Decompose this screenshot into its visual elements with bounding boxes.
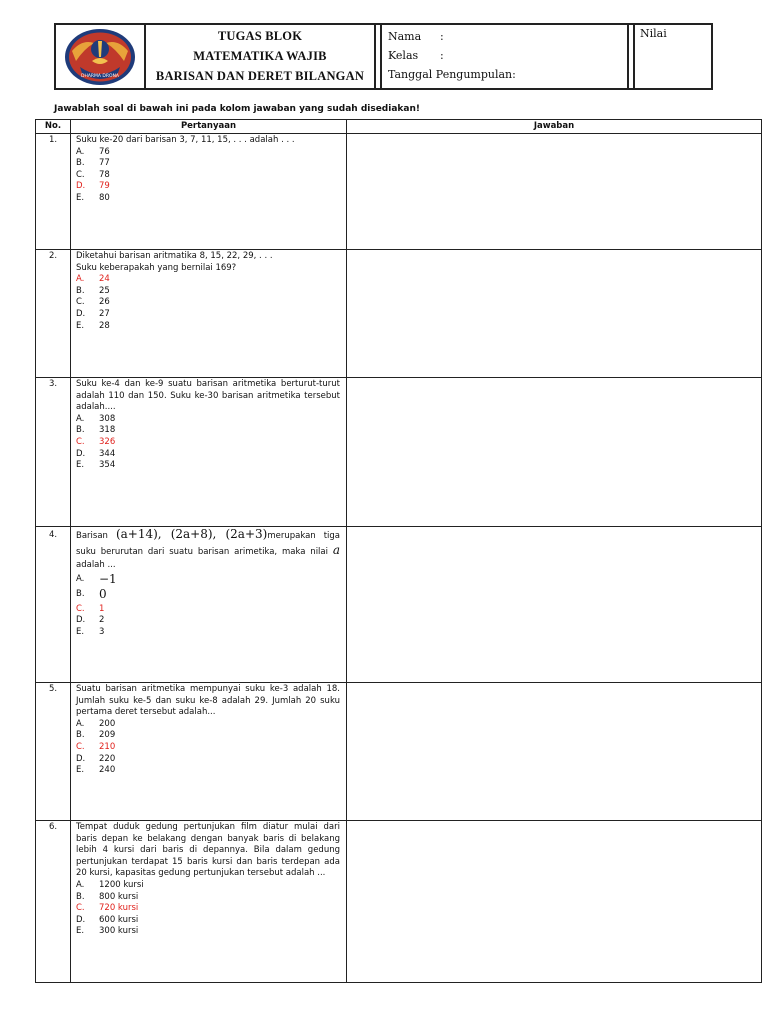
answer-cell-5[interactable] [347,683,761,820]
question-4 [76,528,340,637]
answer-cell-4[interactable] [347,527,761,682]
submission-date-field[interactable]: Tanggal Pengumpulan: [388,68,516,81]
option-correct: A. 24 [76,274,110,285]
option: D. 2 [76,615,105,626]
question-2 [76,251,340,332]
option: D. 220 [76,753,116,764]
option: E. 300 kursi [76,926,139,937]
option: D. 27 [76,308,110,319]
option-correct: C. 720 kursi [76,903,139,914]
options-list [76,719,340,777]
question-text: Suku ke-4 dan ke-9 suatu barisan aritmetika berturut-turut adalah 110 dan 150. Suku ke-30 barisan aritmetika tersebut adalah.... [76,379,340,413]
math-expression: (a+14), (2a+8), (2a+3) [115,527,268,541]
options-list [76,573,340,638]
option: D. 344 [76,448,116,459]
option: B. 25 [76,285,110,296]
question-number: 4. [48,530,58,540]
svg-text:DHARMA DRONA: DHARMA DRONA [80,73,120,79]
answer-cell-2[interactable] [347,250,761,377]
column-header-question: Pertanyaan [180,121,237,131]
option: A. 1200 kursi [76,879,144,890]
student-info [380,25,629,88]
option: A. 308 [76,413,116,424]
answer-cell-6[interactable] [347,821,761,982]
answer-cell-3[interactable] [347,378,761,526]
option-correct: C. 210 [76,741,116,752]
question-number: 3. [48,379,58,389]
option: B. 800 kursi [76,891,139,902]
option: B. 209 [76,730,116,741]
option: B. 0 [76,587,107,602]
option: A. 200 [76,718,116,729]
option-correct: D. 79 [76,181,110,192]
option: A. −1 [76,572,117,587]
options-list [76,880,340,938]
math-variable: a [332,542,340,557]
question-text-line-2: Suku keberapakah yang bernilai 169? [76,262,237,273]
school-logo [56,25,146,88]
option-correct: C. 1 [76,603,105,614]
title-line-3: BARISAN DAN DERET BILANGAN [155,68,365,83]
question-number: 6. [48,822,58,832]
column-header-no: No. [44,121,62,131]
question-text: Suatu barisan aritmetika mempunyai suku ke-3 adalah 18. Jumlah suku ke-5 dan suku ke-8 adalah 29. Jumlah 20 suku pertama deret tersebut adalah... [76,684,340,718]
option: A. 76 [76,146,110,157]
option: B. 77 [76,158,110,169]
options-list [76,274,340,332]
question-number: 5. [48,684,58,694]
option: C. 78 [76,169,110,180]
option: C. 26 [76,297,110,308]
header-table [54,23,713,90]
option: E. 354 [76,460,116,471]
title-line-2: MATEMATIKA WAJIB [193,48,327,63]
option: E. 28 [76,320,110,331]
question-text: Barisan (a+14), (2a+8), (2a+3)merupakan tiga suku berurutan dari suatu barisan arimetika, maka nilai a adalah ... [76,527,340,570]
score-box[interactable] [633,25,711,88]
options-list [76,414,340,472]
question-table [35,119,762,983]
question-text: Tempat duduk gedung pertunjukan film diatur mulai dari baris depan ke belakang dengan banyak baris di belakang lebih 4 kursi dari baris di depannya. Bila dalam gedung pertunjukan terdapat 15 baris kursi dan baris terdepan ada 20 kursi, kapasitas gedung pertunjukan tersebut adalah ... [76,822,340,879]
instruction-text: Jawablah soal di bawah ini pada kolom jawaban yang sudah disediakan! [54,104,420,114]
question-1 [76,135,340,205]
answer-cell-1[interactable] [347,134,761,249]
logo-emblem-icon [62,27,138,87]
option: E. 240 [76,765,116,776]
score-label: Nilai [640,27,667,40]
question-number: 2. [48,251,58,261]
question-number: 1. [48,135,58,145]
question-text: Diketahui barisan aritmatika 8, 15, 22, 29, . . . [76,251,273,261]
title-line-1: TUGAS BLOK [217,29,303,44]
column-header-answer: Jawaban [533,121,575,131]
option: E. 80 [76,192,110,203]
name-field[interactable]: Nama : [388,30,444,43]
question-5 [76,684,340,777]
question-3 [76,379,340,472]
option-correct: C. 326 [76,436,116,447]
class-field[interactable]: Kelas : [388,49,444,62]
question-text: Suku ke-20 dari barisan 3, 7, 11, 15, . . . adalah . . . [76,135,295,145]
question-6 [76,822,340,938]
option: E. 3 [76,626,105,637]
option: D. 600 kursi [76,914,139,925]
options-list [76,147,340,205]
document-title [146,25,376,88]
option: B. 318 [76,425,116,436]
